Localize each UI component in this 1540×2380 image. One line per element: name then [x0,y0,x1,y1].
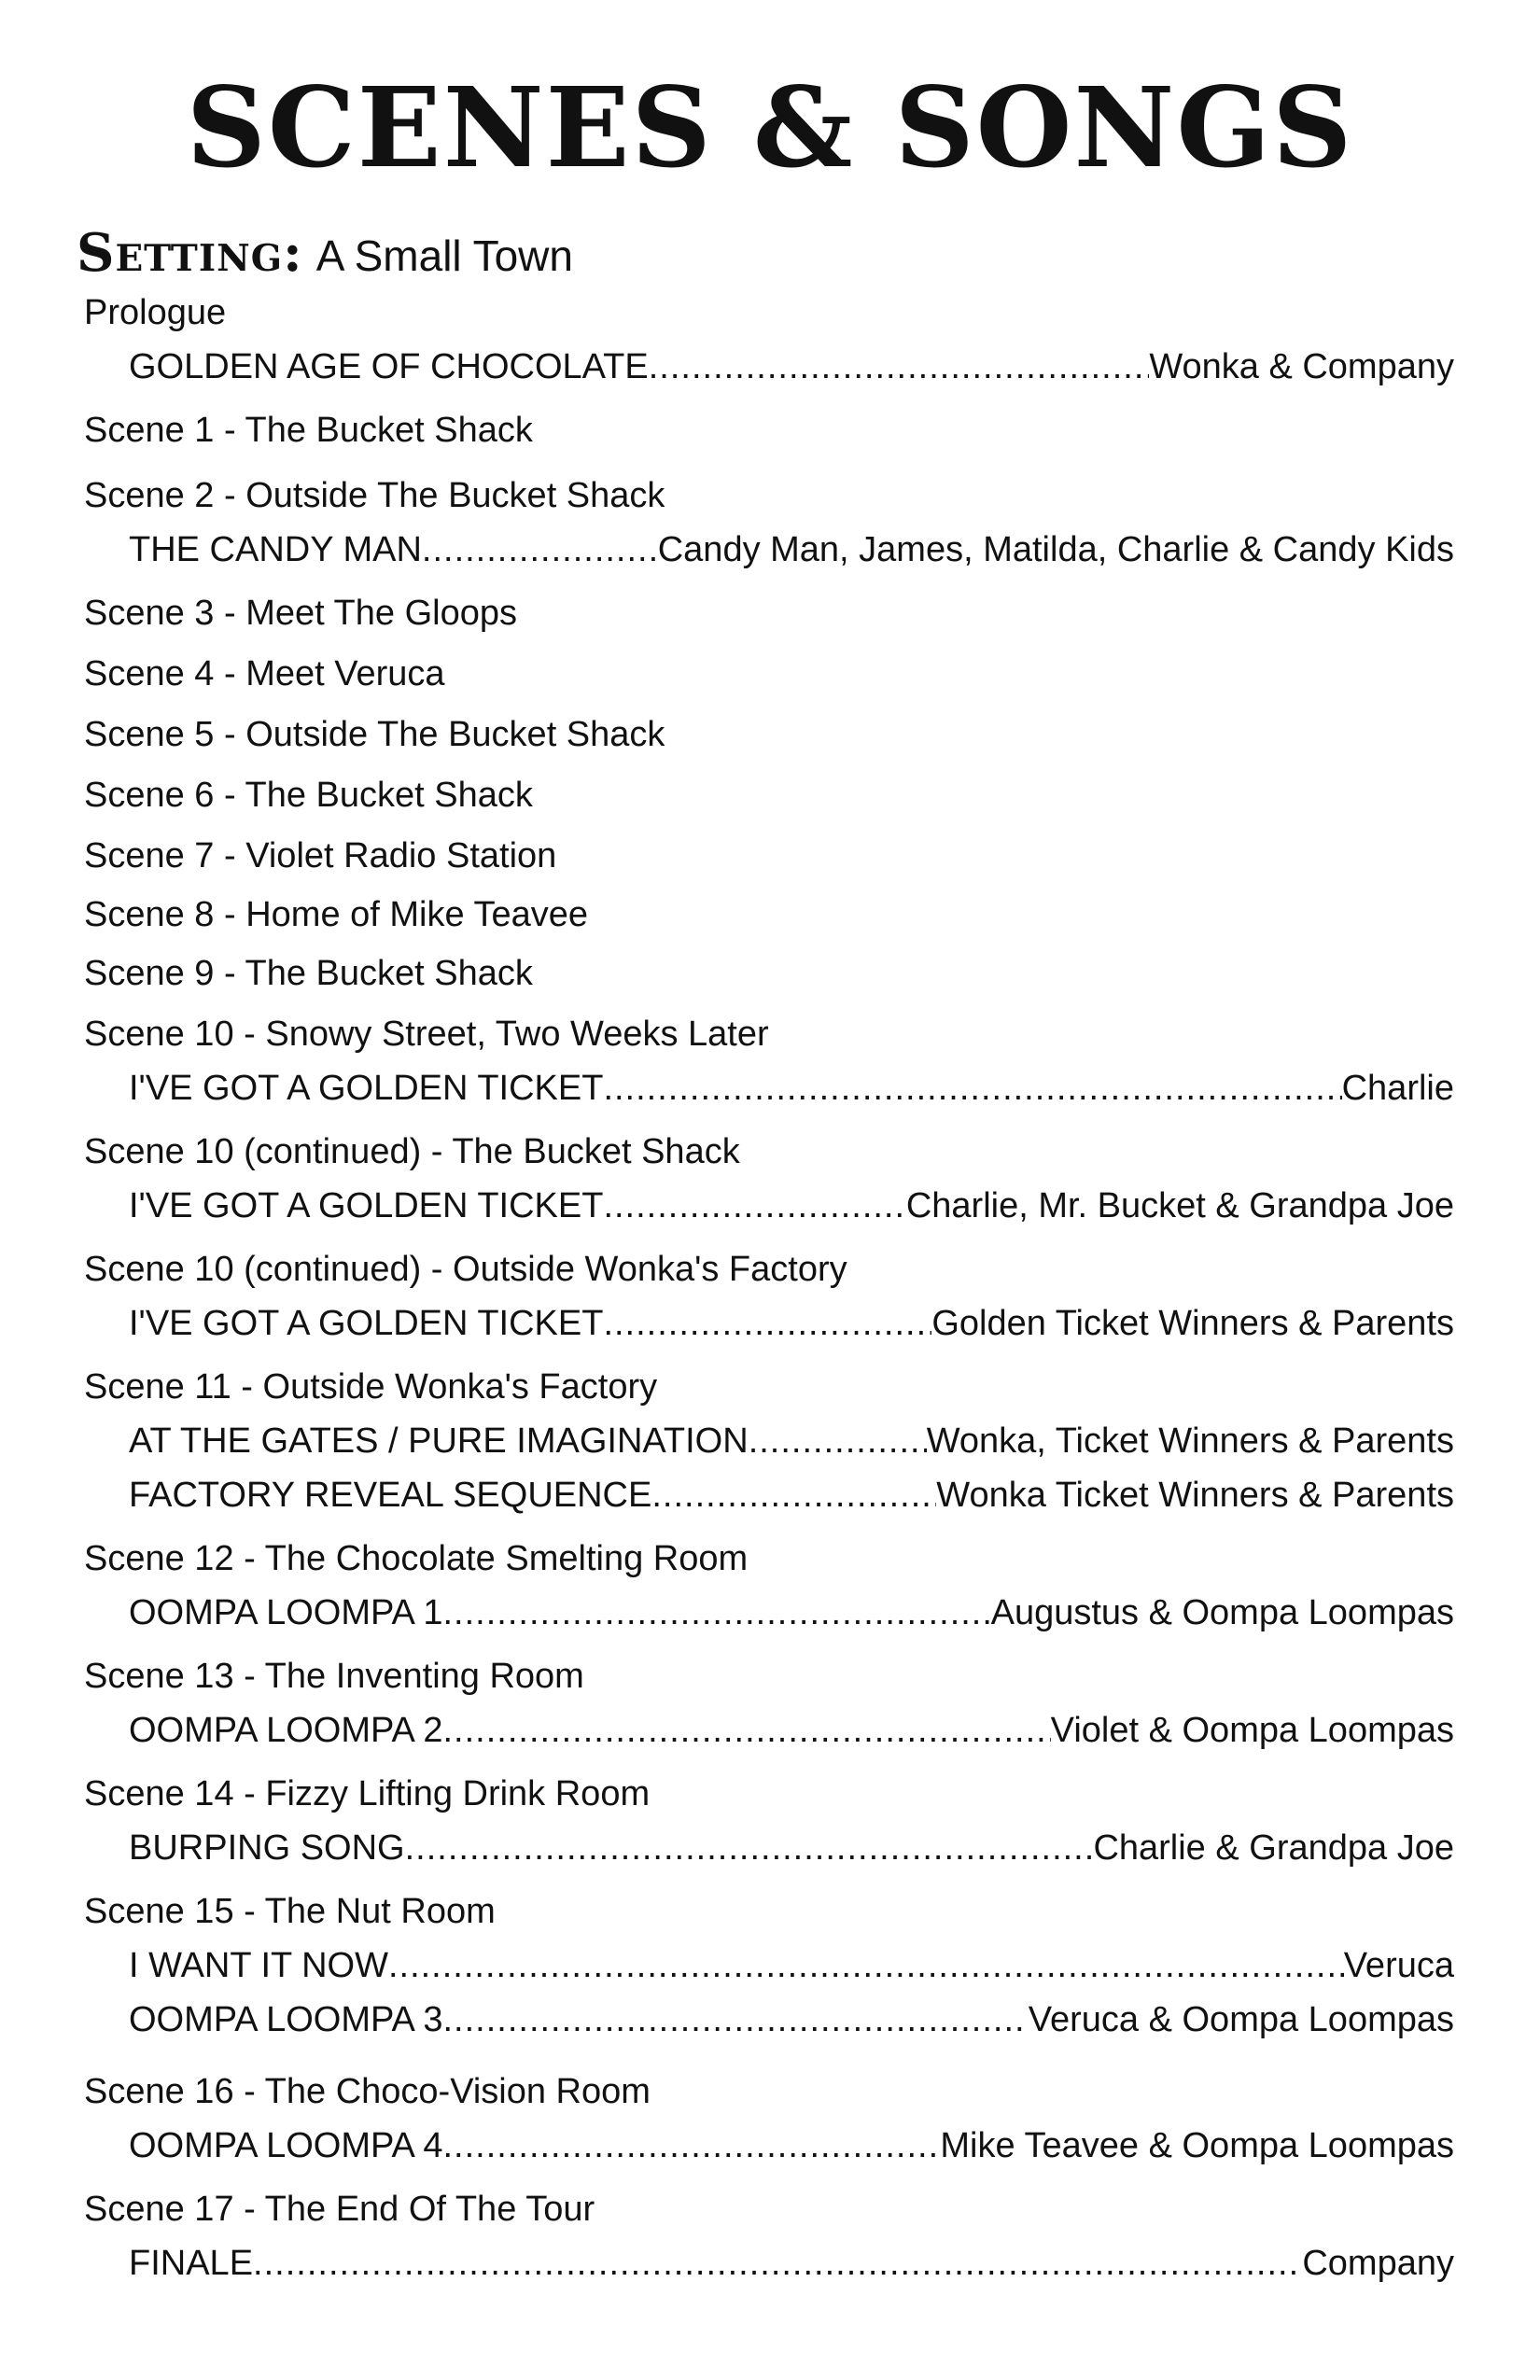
song-title: OOMPA LOOMPA 2 [129,1711,443,1750]
song-title: BURPING SONG [129,1828,405,1868]
scene-heading-15: Scene 15 - The Nut Room [84,1892,496,1931]
scene-heading-3: Scene 3 - Meet The Gloops [84,594,517,633]
song-title: I'VE GOT A GOLDEN TICKET [129,1186,604,1225]
song-row [129,2246,1454,2281]
song-title: I'VE GOT A GOLDEN TICKET [129,1304,604,1343]
song-title: OOMPA LOOMPA 4 [129,2126,443,2165]
dot-leader [603,1306,931,1341]
song-title: GOLDEN AGE OF CHOCOLATE [129,347,649,386]
scene-heading-1: Scene 1 - The Bucket Shack [84,411,533,450]
song-performers: Veruca [1343,1946,1454,1985]
scene-heading-10: Scene 10 - Snowy Street, Two Weeks Later [84,1015,769,1054]
dot-leader [442,1595,990,1631]
dot-leader [651,1477,936,1513]
dot-leader [649,349,1150,385]
setting-label: Setting: [77,222,303,284]
scene-heading-2: Scene 2 - Outside The Bucket Shack [84,476,665,515]
page-title: SCENES & SONGS [186,63,1354,192]
song-title: FINALE [129,2244,254,2283]
song-performers: Wonka Ticket Winners & Parents [936,1476,1454,1515]
song-title: OOMPA LOOMPA 1 [129,1593,443,1632]
song-performers: Charlie, Mr. Bucket & Grandpa Joe [905,1186,1454,1225]
song-row [129,1948,1454,1983]
dot-leader [422,532,658,567]
song-row [129,532,1454,567]
song-row [129,1071,1454,1106]
song-performers: Augustus & Oompa Loompas [990,1593,1454,1632]
song-performers: Charlie & Grandpa Joe [1093,1828,1454,1868]
song-title: I'VE GOT A GOLDEN TICKET [129,1069,604,1108]
dot-leader [442,1713,1050,1748]
scene-heading-4: Scene 4 - Meet Veruca [84,654,445,693]
song-performers: Violet & Oompa Loompas [1050,1711,1454,1750]
dot-leader [749,1423,927,1459]
song-title: FACTORY REVEAL SEQUENCE [129,1476,652,1515]
scene-heading-11: Scene 11 - Outside Wonka's Factory [84,1367,658,1407]
scene-heading-10-continued-a: Scene 10 (continued) - The Bucket Shack [84,1132,740,1171]
song-performers: Company [1302,2244,1454,2283]
song-title: THE CANDY MAN [129,530,422,569]
scene-heading-7: Scene 7 - Violet Radio Station [84,836,557,875]
song-row [129,349,1454,385]
dot-leader [603,1188,905,1224]
dot-leader [253,2246,1302,2281]
song-title: AT THE GATES / PURE IMAGINATION [129,1421,749,1461]
scene-heading-8: Scene 8 - Home of Mike Teavee [84,895,589,934]
song-row [129,1713,1454,1748]
scene-heading-12: Scene 12 - The Chocolate Smelting Room [84,1539,749,1578]
song-title: I WANT IT NOW [129,1946,388,1985]
song-row [129,1595,1454,1631]
scene-heading-10-continued-b: Scene 10 (continued) - Outside Wonka's Factory [84,1250,847,1289]
setting-value: A Small Town [315,231,573,280]
song-performers: Wonka, Ticket Winners & Parents [926,1421,1454,1461]
song-title: OOMPA LOOMPA 3 [129,2000,443,2039]
scene-heading-5: Scene 5 - Outside The Bucket Shack [84,715,665,754]
scene-heading-13: Scene 13 - The Inventing Room [84,1657,584,1696]
song-performers: Charlie [1341,1069,1454,1108]
dot-leader [388,1948,1344,1983]
song-performers: Mike Teavee & Oompa Loompas [940,2126,1454,2165]
song-row [129,1477,1454,1513]
song-performers: Wonka & Company [1149,347,1454,386]
song-row [129,1306,1454,1341]
song-row [129,1830,1454,1866]
song-performers: Candy Man, James, Matilda, Charlie & Candy Kids [657,530,1454,569]
scene-heading-16: Scene 16 - The Choco-Vision Room [84,2072,651,2111]
song-row [129,1423,1454,1459]
song-row [129,2128,1454,2163]
scene-heading-6: Scene 6 - The Bucket Shack [84,776,533,815]
scene-heading-9: Scene 9 - The Bucket Shack [84,954,533,993]
song-row [129,2002,1454,2037]
song-row [129,1188,1454,1224]
scene-heading-14: Scene 14 - Fizzy Lifting Drink Room [84,1774,651,1813]
dot-leader [405,1830,1094,1866]
dot-leader [442,2002,1028,2037]
dot-leader [442,2128,940,2163]
setting-line [77,222,573,284]
song-performers: Veruca & Oompa Loompas [1028,2000,1454,2039]
scene-heading-17: Scene 17 - The End Of The Tour [84,2190,595,2229]
song-performers: Golden Ticket Winners & Parents [931,1304,1454,1343]
scene-heading-prologue: Prologue [84,293,227,332]
dot-leader [603,1071,1341,1106]
